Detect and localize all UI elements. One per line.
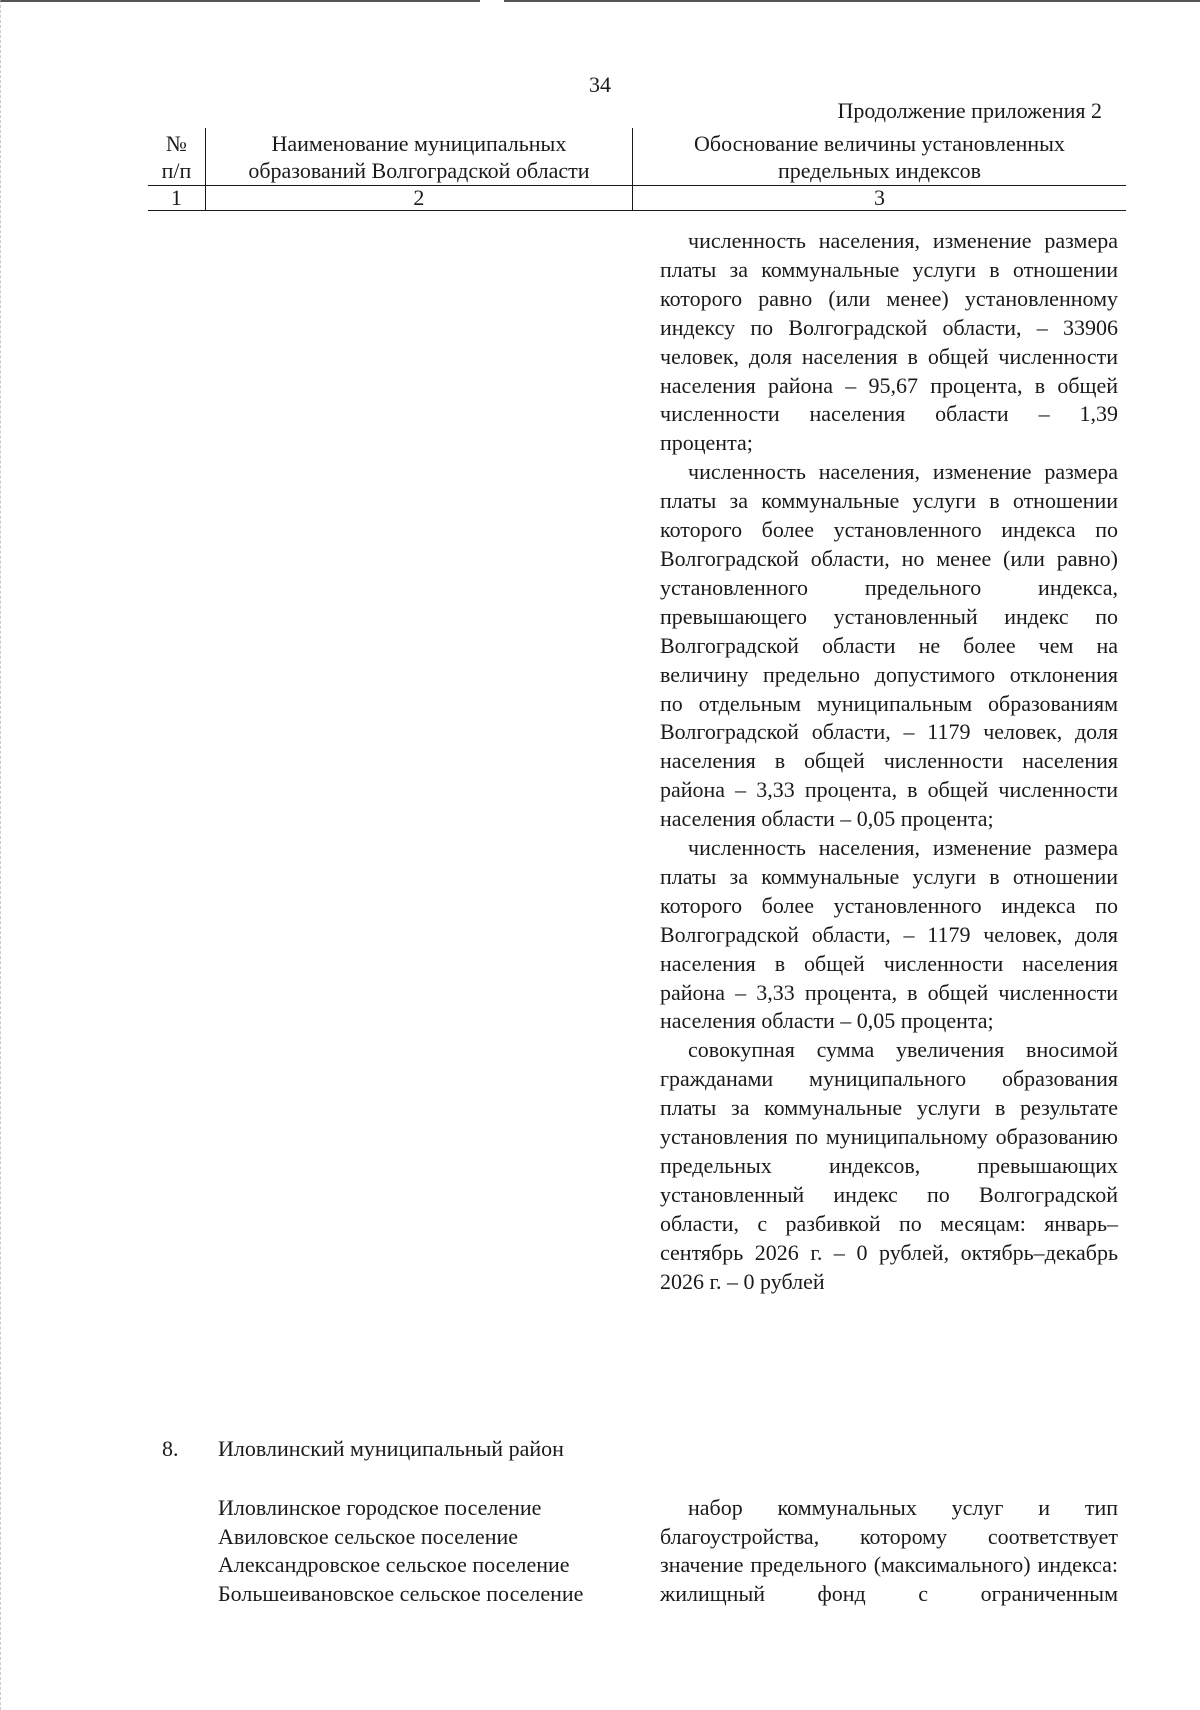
section-justification-paragraph: набор коммунальных услуг и тип благоустройства, которому соответствует значение предельного (максимального) индекса: жилищный фонд с ограниченным — [660, 1495, 1118, 1606]
table-header — [148, 128, 1126, 211]
settlement-item: Большеивановское сельское поселение — [218, 1580, 584, 1606]
section-justification — [660, 1494, 1118, 1608]
section-title: Иловлинский муниципальный район — [218, 1436, 564, 1461]
column-index-1: 1 — [148, 186, 205, 211]
section-number: 8. — [162, 1436, 179, 1461]
scan-edge-top — [0, 0, 1200, 2]
settlement-list — [218, 1494, 583, 1608]
column-index-2: 2 — [205, 186, 632, 211]
justification-paragraph: численность населения, изменение размера платы за коммунальные услуги в отношении которого равно (или менее) установленному индексу по Волгоградской области, – 33906 человек, доля населения в общей численности населения района – 95,67 процента, в общей численности населения области – 1,39 процента; — [660, 228, 1118, 456]
appendix-note: Продолжение приложения 2 — [837, 98, 1102, 123]
settlement-item: Александровское сельское поселение — [218, 1552, 570, 1577]
header-col-justification: Обоснование величины установленных предельных индексов — [632, 128, 1126, 186]
column-index-3: 3 — [632, 186, 1126, 211]
scan-edge-left — [0, 0, 2, 1710]
header-col-municipality: Наименование муниципальных образований Волгоградской области — [205, 128, 632, 186]
justification-paragraph: численность населения, изменение размера платы за коммунальные услуги в отношении которого более установленного индекса по Волгоградской области, но менее (или равно) установленного предельного индекса, превышающего установленный индекс по Волгоградской области не более чем на величину предельно допустимого отклонения по отдельным муниципальным образованиям Волгоградской области, – 1179 человек, доля населения в общей численности населения района – 3,33 процента, в общей численности населения области – 0,05 процента; — [660, 459, 1118, 832]
header-col-number: № п/п — [148, 128, 205, 186]
page-number: 34 — [589, 72, 611, 97]
justification-paragraph: совокупная сумма увеличения вносимой гражданами муниципального образования платы за коммунальные услуги в результате установления по муниципальному образованию предельных индексов, превышающих установленный индекс по Волгоградской области, с разбивкой по месяцам: январь–сентябрь 2026 г. – 0 рублей, октябрь–декабрь 2026 г. – 0 рублей — [660, 1037, 1118, 1294]
justification-text — [660, 227, 1118, 1297]
settlement-item: Иловлинское городское поселение — [218, 1495, 542, 1520]
justification-paragraph: численность населения, изменение размера платы за коммунальные услуги в отношении которого более установленного индекса по Волгоградской области, – 1179 человек, доля населения в общей численности населения района – 3,33 процента, в общей численности населения области – 0,05 процента; — [660, 835, 1118, 1034]
settlement-item: Авиловское сельское поселение — [218, 1523, 519, 1549]
